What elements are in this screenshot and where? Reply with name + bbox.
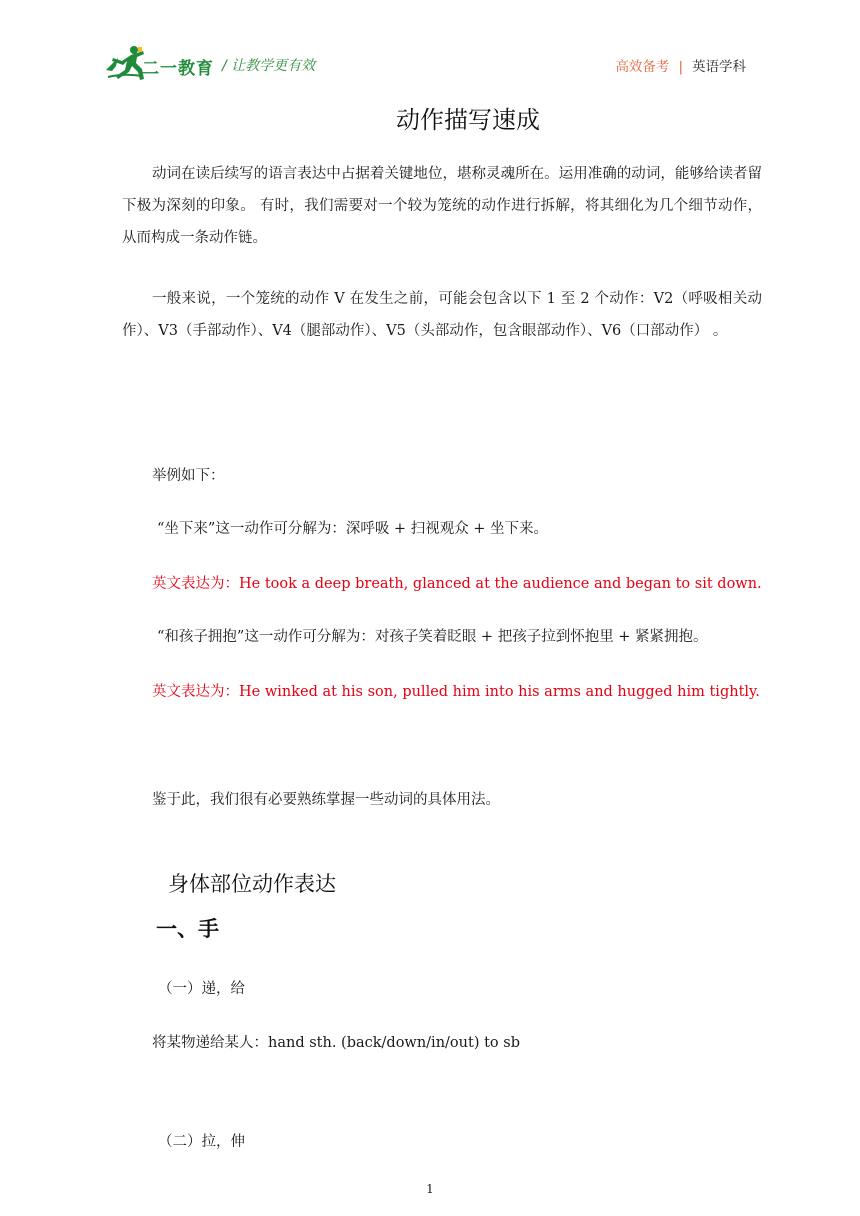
section-heading: 身体部位动作表达	[168, 872, 336, 896]
header-separator: |	[678, 59, 683, 75]
conclusion-text: 鉴于此，我们很有必要熟练掌握一些动词的具体用法。	[152, 792, 500, 808]
header-subject-info	[615, 55, 746, 75]
example-2-english: 英文表达为：He winked at his son, pulled him into his arms and hugged him tightly.	[152, 684, 760, 700]
page-number: 1	[426, 1182, 434, 1196]
subsection-heading-hand: 一、手	[156, 917, 219, 941]
example-2-chinese: “和孩子拥抱”这一动作可分解为：对孩子笑着眨眼 + 把孩子拉到怀抱里 + 紧紧拥抱。	[157, 629, 708, 645]
slogan-text: / 让教学更有效	[222, 58, 316, 74]
examples-intro: 举例如下：	[152, 468, 225, 484]
example-1-chinese: “坐下来”这一动作可分解为：深呼吸 + 扫视观众 + 坐下来。	[157, 521, 549, 537]
document-title: 动作描写速成	[396, 106, 540, 134]
page-header	[0, 0, 860, 90]
header-tagline: 高效备考	[615, 59, 670, 75]
logo-text: 二一教育	[142, 59, 214, 79]
item-1-detail: 将某物递给某人：hand sth. (back/down/in/out) to sb	[152, 1035, 520, 1051]
action-breakdown-paragraph: 一般来说，一个笼统的动作 V 在发生之前，可能会包含以下 1 至 2 个动作：V2（呼吸相关动作）、V3（手部动作）、V4（腿部动作）、V5（头部动作，包含眼部动作）、V6（口部动作） 。	[122, 291, 762, 339]
header-subject: 英语学科	[692, 59, 746, 75]
item-1-label: （一）递，给	[158, 981, 245, 997]
intro-paragraph: 动词在读后续写的语言表达中占据着关键地位，堪称灵魂所在。运用准确的动词，能够给读者留下极为深刻的印象。 有时，我们需要对一个较为笼统的动作进行拆解，将其细化为几个细节动作，从而构成一条动作链。	[122, 166, 762, 246]
item-2-label: （二）拉，伸	[158, 1134, 245, 1150]
example-1-english: 英文表达为：He took a deep breath, glanced at the audience and began to sit down.	[152, 576, 762, 592]
